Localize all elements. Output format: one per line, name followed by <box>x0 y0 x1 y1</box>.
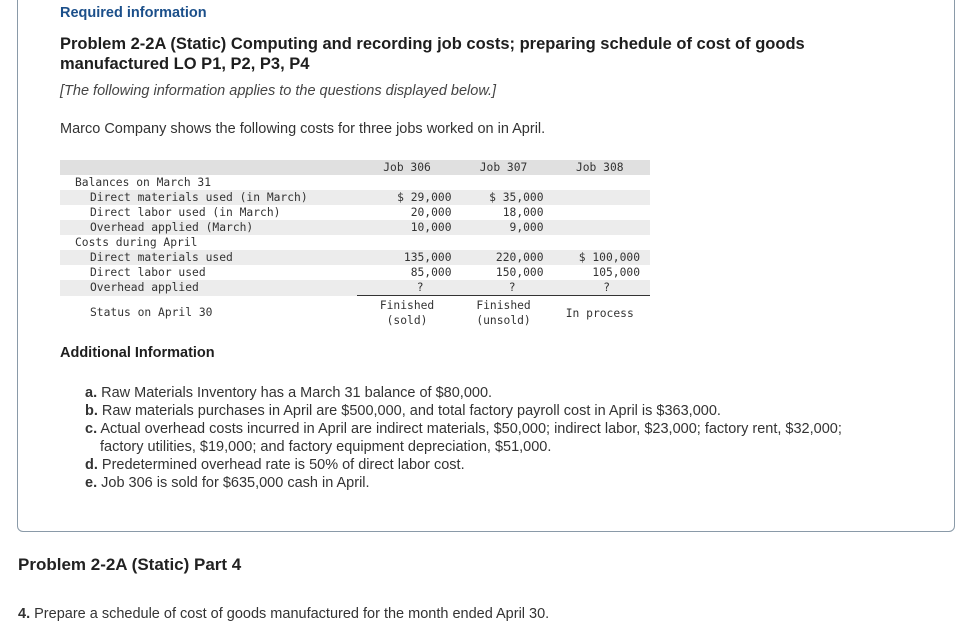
row-label: Status on April 30 <box>90 306 213 320</box>
cell <box>550 235 650 250</box>
table-row <box>60 190 650 205</box>
column-header-job-308: Job 308 <box>550 160 650 175</box>
status-text: Finished <box>476 299 531 312</box>
table-row <box>60 235 650 250</box>
item-text: Raw Materials Inventory has a March 31 balance of $80,000. <box>101 385 493 401</box>
cell: $ 100,000 <box>550 250 650 265</box>
cell: 135,000 <box>357 250 458 265</box>
intro-text: Marco Company shows the following costs for three jobs worked on in April. <box>60 121 546 137</box>
cell: 20,000 <box>410 206 452 219</box>
required-information-label: Required information <box>60 5 207 21</box>
status-cell <box>357 296 458 331</box>
status-subtext: (sold) <box>386 314 428 327</box>
item-letter: b. <box>85 403 98 419</box>
list-item <box>85 474 865 492</box>
cell <box>550 175 650 190</box>
cell: $ 35,000 <box>458 190 550 205</box>
status-cell <box>550 296 650 331</box>
table-row <box>60 280 650 296</box>
cell: 18,000 <box>502 206 544 219</box>
cell <box>458 175 550 190</box>
cell <box>357 175 458 190</box>
column-header-job-306: Job 306 <box>357 160 458 175</box>
job-costs-table <box>60 160 650 330</box>
row-label: Direct materials used (in March) <box>60 190 357 205</box>
cell <box>550 220 650 235</box>
item-text: Job 306 is sold for $635,000 cash in April. <box>101 475 370 491</box>
item-letter: a. <box>85 385 98 401</box>
info-note: [The following information applies to the questions displayed below.] <box>60 83 497 99</box>
question-text: Prepare a schedule of cost of goods manufactured for the month ended April 30. <box>34 606 550 622</box>
item-text: Predetermined overhead rate is 50% of direct labor cost. <box>101 457 465 473</box>
additional-information-heading: Additional Information <box>60 345 215 361</box>
cell <box>357 235 458 250</box>
cell: $ 29,000 <box>357 190 458 205</box>
cell: 85,000 <box>410 266 452 279</box>
item-text: Raw materials purchases in April are $500,000, and total factory payroll cost in April is $363,000. <box>101 403 721 419</box>
cell <box>550 190 650 205</box>
status-text: In process <box>565 306 634 320</box>
question-number: 4. <box>18 606 31 622</box>
list-item <box>85 420 865 456</box>
problem-title: Problem 2-2A (Static) Computing and recording job costs; preparing schedule of cost of goods manufactured LO P1, P2, P3, P4 <box>60 35 805 73</box>
cell: 9,000 <box>458 220 550 235</box>
list-item <box>85 456 865 474</box>
item-letter: c. <box>85 421 98 437</box>
table-row <box>60 265 650 280</box>
row-label: Overhead applied <box>60 280 357 296</box>
cell: 105,000 <box>592 266 640 279</box>
cell: ? <box>458 280 550 296</box>
table-row <box>60 296 650 331</box>
part-title: Problem 2-2A (Static) Part 4 <box>18 555 242 574</box>
status-subtext: (unsold) <box>476 314 531 327</box>
additional-information-list <box>85 384 865 492</box>
cell: 10,000 <box>357 220 458 235</box>
row-label: Direct materials used <box>60 250 357 265</box>
item-letter: d. <box>85 457 98 473</box>
row-label: Costs during April <box>75 236 198 249</box>
table-row <box>60 175 650 190</box>
row-label: Direct labor used <box>90 266 206 279</box>
cell <box>458 235 550 250</box>
cell: ? <box>550 280 650 296</box>
column-header-job-307: Job 307 <box>458 160 550 175</box>
list-item <box>85 384 865 402</box>
table-row <box>60 220 650 235</box>
cell: ? <box>357 280 458 296</box>
table-row <box>60 250 650 265</box>
question <box>18 606 549 622</box>
table-row <box>60 205 650 220</box>
cell <box>550 205 650 220</box>
header-blank <box>60 160 357 175</box>
item-letter: e. <box>85 475 98 491</box>
item-text: Actual overhead costs incurred in April are indirect materials, $50,000; indirect labor, $23,000; factory rent, $32,000; factory utilities, $19,000; and factory equipment depreciation, $51,000. <box>100 421 842 455</box>
table-header-row <box>60 160 650 175</box>
row-label: Overhead applied (March) <box>60 220 357 235</box>
status-text: Finished <box>379 299 435 312</box>
row-label: Balances on March 31 <box>75 176 212 189</box>
cell: 150,000 <box>495 266 544 279</box>
status-cell <box>458 296 550 331</box>
list-item <box>85 402 865 420</box>
cell: 220,000 <box>458 250 550 265</box>
row-label: Direct labor used (in March) <box>90 206 281 219</box>
